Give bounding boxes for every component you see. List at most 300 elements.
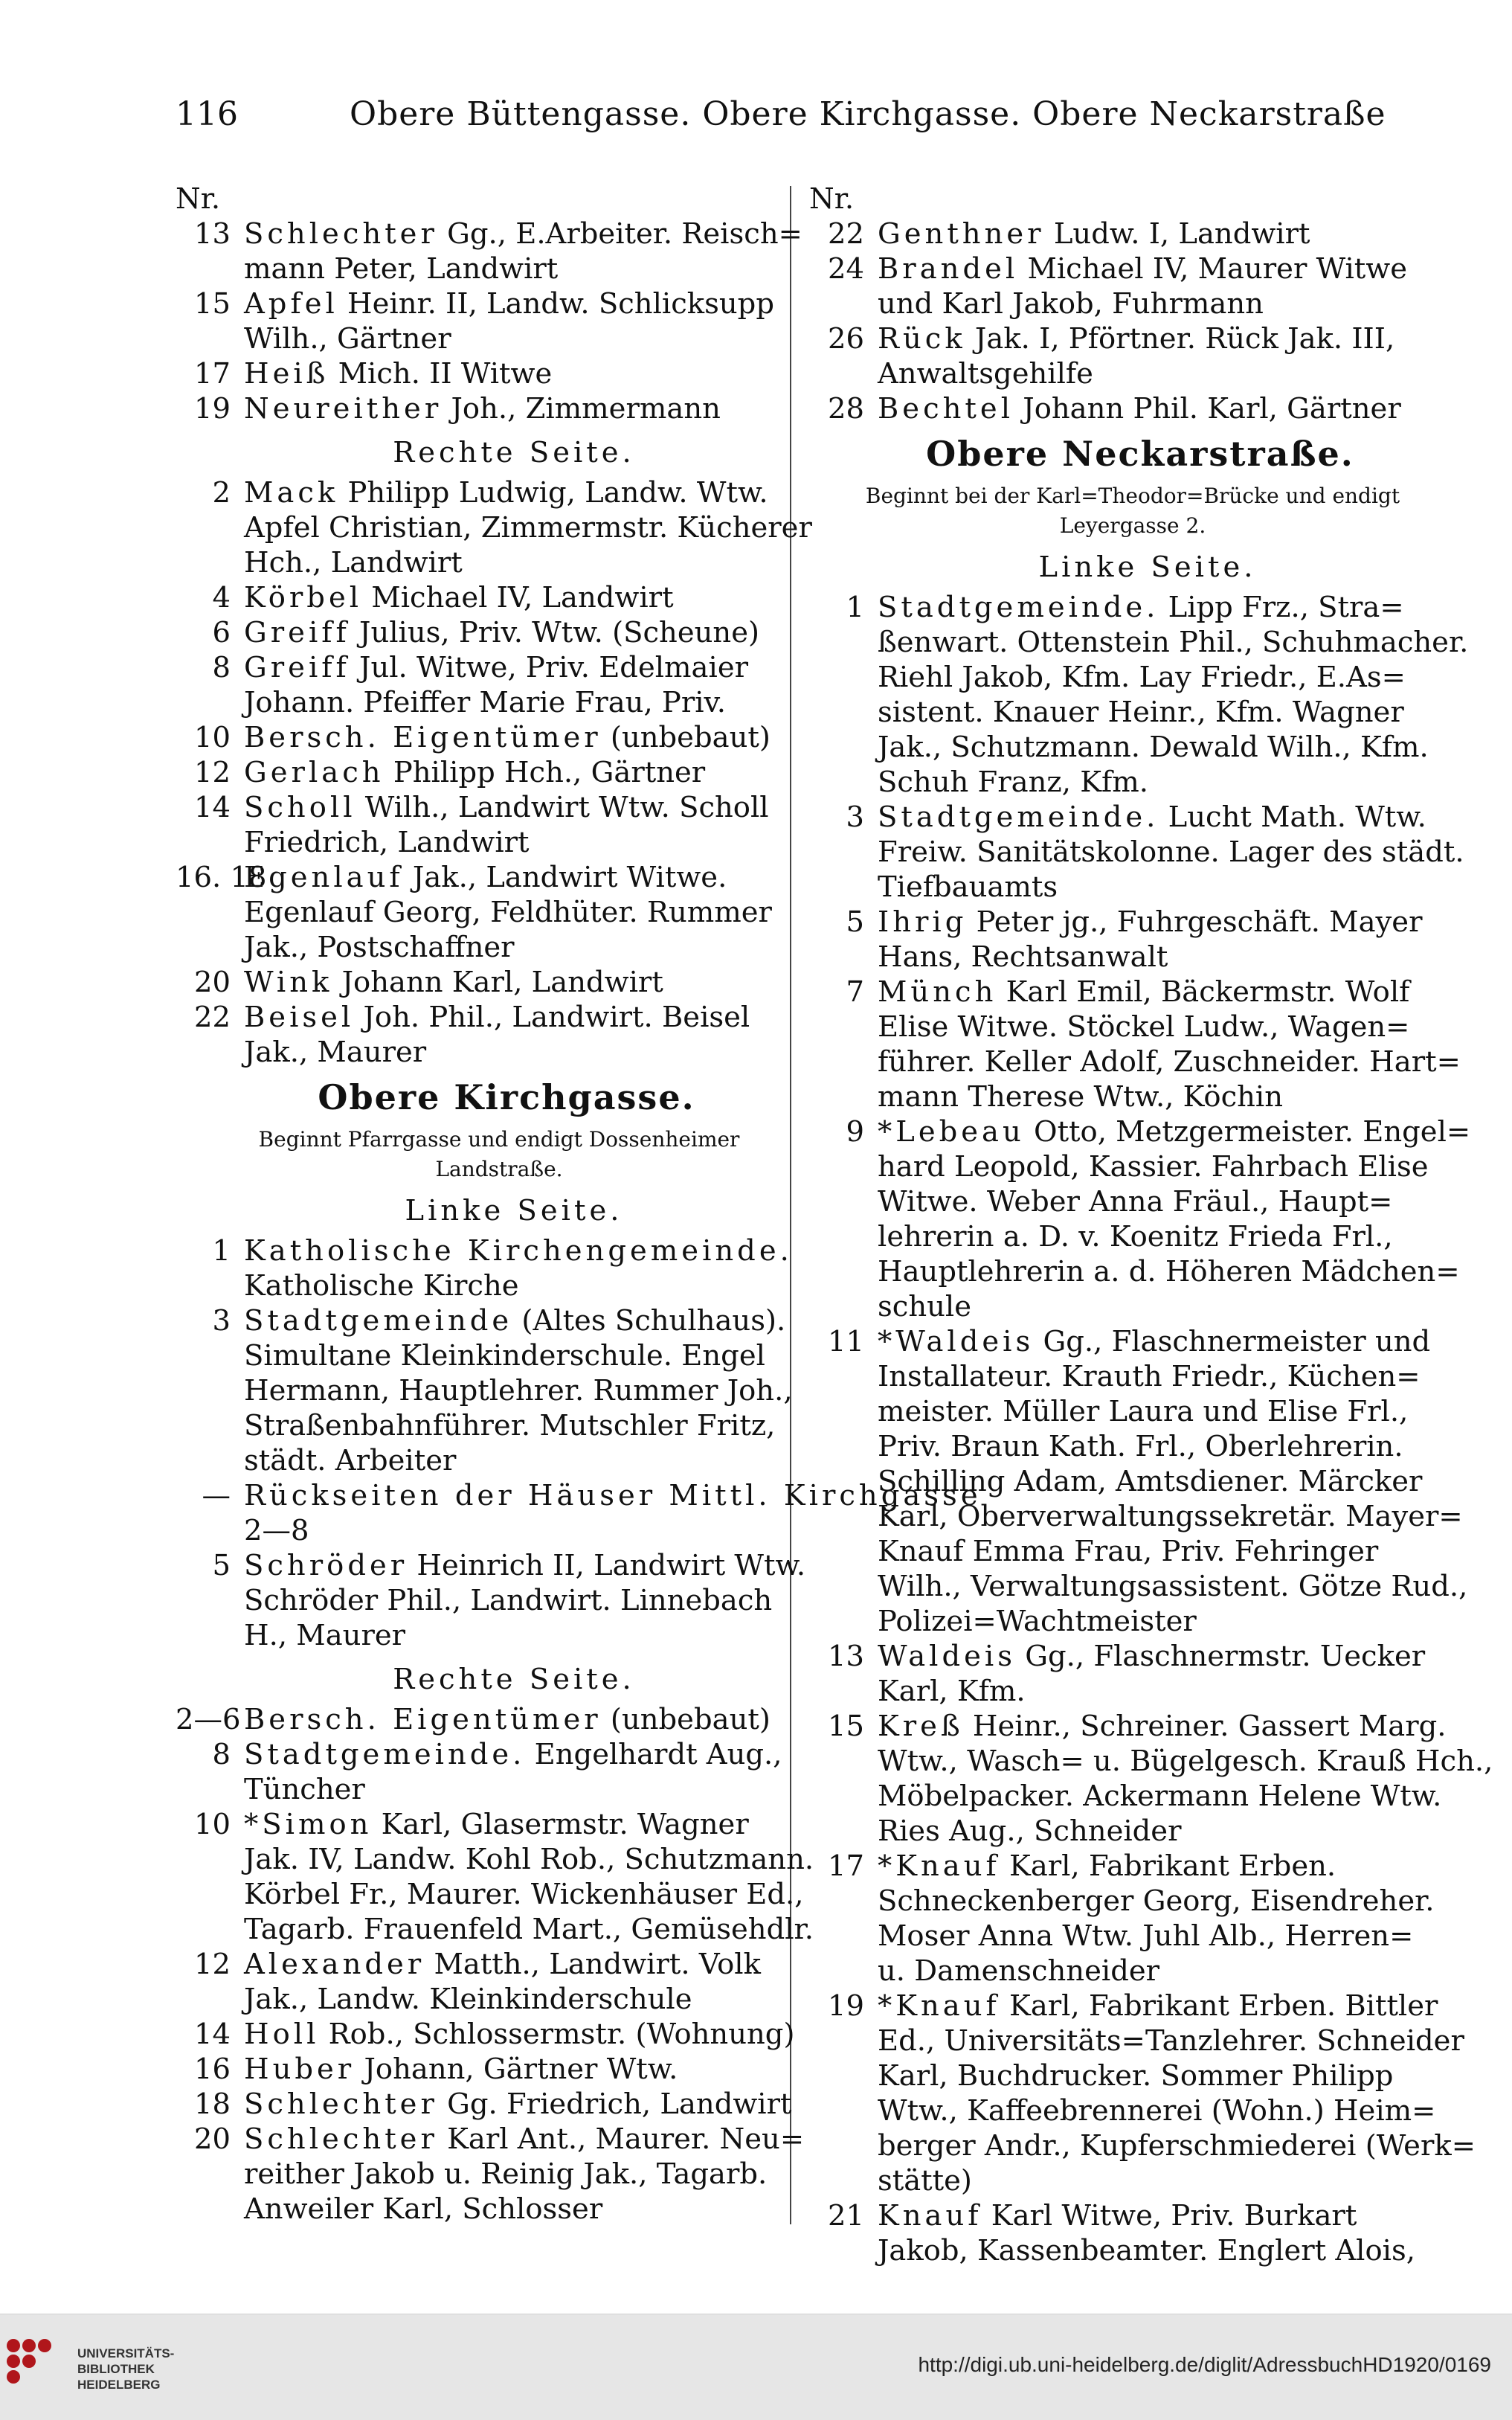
house-number: 21 bbox=[828, 2199, 864, 2233]
entry-detail: Johann Karl, Landwirt bbox=[332, 966, 663, 999]
library-name bbox=[77, 2346, 174, 2392]
entry-detail: Jak., Landw. Kleinkinderschule bbox=[244, 1983, 692, 2016]
entry-line bbox=[878, 1919, 1441, 1954]
entry-detail: Möbelpacker. Ackermann Helene Wtw. bbox=[878, 1779, 1442, 1813]
entry-line bbox=[878, 1359, 1441, 1394]
entry-detail: Tüncher bbox=[244, 1773, 365, 1806]
entry-detail: Wilh., Verwaltungsassistent. Götze Rud., bbox=[878, 1570, 1468, 1603]
entry-text bbox=[244, 391, 808, 426]
house-number: 6 bbox=[212, 616, 231, 649]
resident-surname: Gerlach bbox=[244, 756, 385, 789]
address-entry bbox=[176, 356, 808, 391]
address-entry bbox=[176, 650, 808, 720]
entry-detail: Jakob, Kassenbeamter. Englert Alois, bbox=[878, 2234, 1415, 2267]
resident-surname: Mack bbox=[244, 476, 339, 510]
entry-line bbox=[244, 2122, 808, 2157]
street-description: Beginnt Pfarrgasse und endigt Dossenheimer bbox=[258, 1127, 740, 1152]
entry-text bbox=[244, 1807, 814, 1947]
entry-line bbox=[244, 1702, 808, 1737]
entry-line bbox=[244, 1737, 808, 1772]
address-entry bbox=[809, 251, 1441, 321]
entry-text bbox=[244, 286, 808, 356]
entry-line bbox=[244, 755, 808, 790]
entry-line bbox=[244, 685, 808, 720]
entry-detail: meister. Müller Laura und Elise Frl., bbox=[878, 1395, 1409, 1428]
entry-line bbox=[878, 216, 1441, 251]
address-entry bbox=[176, 1702, 808, 1737]
nr-label: Nr. bbox=[176, 182, 221, 216]
entry-detail: Moser Anna Wtw. Juhl Alb., Herren= bbox=[878, 1919, 1414, 1953]
address-entry bbox=[176, 790, 808, 860]
entry-line bbox=[878, 940, 1441, 975]
entry-line bbox=[878, 730, 1441, 765]
entry-line bbox=[244, 650, 808, 685]
side-heading: Linke Seite. bbox=[1038, 551, 1257, 584]
entry-line bbox=[244, 2157, 808, 2192]
entry-detail: reither Jakob u. Reinig Jak., Tagarb. bbox=[244, 2157, 768, 2191]
house-number: 22 bbox=[194, 1001, 231, 1034]
entry-detail: berger Andr., Kupferschmiederei (Werk= bbox=[878, 2129, 1476, 2163]
entry-detail: Jak. I, Pförtner. Rück Jak. III, bbox=[965, 322, 1395, 356]
entry-detail: Witwe. Weber Anna Fräul., Haupt= bbox=[878, 1185, 1393, 1219]
resident-surname: Stadtgemeinde. bbox=[878, 591, 1159, 624]
right-column bbox=[809, 182, 1493, 2268]
address-entry bbox=[176, 1737, 808, 1807]
house-number: 12 bbox=[194, 756, 231, 789]
entry-line bbox=[244, 1478, 982, 1513]
entry-text bbox=[244, 1478, 982, 1548]
entry-detail: Karl, Kfm. bbox=[878, 1675, 1026, 1708]
entry-text bbox=[244, 965, 808, 1000]
resident-surname: Heiß bbox=[244, 357, 329, 391]
entry-line bbox=[244, 1548, 808, 1583]
entry-detail: Schneckenberger Georg, Eisendreher. bbox=[878, 1884, 1435, 1918]
entry-detail: Freiw. Sanitätskolonne. Lager des städt. bbox=[878, 835, 1464, 869]
address-entry bbox=[176, 286, 808, 356]
resident-surname: Schlechter bbox=[244, 2122, 438, 2156]
entry-detail: Johann, Gärtner Wtw. bbox=[355, 2052, 678, 2086]
entry-line bbox=[878, 765, 1441, 800]
entry-detail: Matth., Landwirt. Volk bbox=[425, 1948, 761, 1981]
entry-detail: Installateur. Krauth Friedr., Küchen= bbox=[878, 1360, 1421, 1393]
source-url-link[interactable]: http://digi.ub.uni-heidelberg.de/diglit/AdressbuchHD1920/0169 bbox=[918, 2353, 1491, 2376]
address-entry bbox=[176, 615, 808, 650]
entry-text bbox=[878, 905, 1441, 975]
entry-line bbox=[878, 391, 1441, 426]
entry-detail: H., Maurer bbox=[244, 1619, 406, 1652]
entry-line bbox=[244, 1268, 808, 1303]
entry-line bbox=[244, 1877, 808, 1912]
entry-line bbox=[244, 1842, 814, 1877]
entry-list bbox=[176, 475, 812, 1070]
entry-text bbox=[878, 1709, 1493, 1849]
address-entry bbox=[176, 475, 812, 580]
address-entry bbox=[176, 1947, 808, 2017]
entry-text bbox=[878, 800, 1464, 905]
entry-detail: Johann Phil. Karl, Gärtner bbox=[1014, 392, 1401, 426]
entry-line bbox=[878, 1184, 1441, 1219]
entry-detail: sistent. Knauer Heinr., Kfm. Wagner bbox=[878, 696, 1404, 729]
entry-detail: schule bbox=[878, 1290, 972, 1323]
resident-surname: Apfel bbox=[244, 287, 338, 321]
resident-surname: Greiff bbox=[244, 616, 350, 649]
house-number: 14 bbox=[194, 2018, 231, 2051]
entry-line bbox=[878, 870, 1441, 905]
entry-text bbox=[244, 1702, 808, 1737]
house-number: 5 bbox=[212, 1549, 231, 1582]
entry-text bbox=[878, 590, 1469, 800]
address-entry bbox=[809, 391, 1441, 426]
entry-detail: mann Peter, Landwirt bbox=[244, 252, 559, 286]
entry-line bbox=[878, 835, 1464, 870]
entry-detail: Karl, Fabrikant Erben. Bittler bbox=[1000, 1989, 1438, 2023]
entry-detail: Egenlauf Georg, Feldhüter. Rummer bbox=[244, 896, 772, 929]
entry-detail: Jul. Witwe, Priv. Edelmaier bbox=[350, 651, 749, 684]
resident-surname: Egenlauf bbox=[244, 861, 404, 894]
entry-line bbox=[244, 391, 808, 426]
entry-detail: Jak. IV, Landw. Kohl Rob., Schutzmann. bbox=[244, 1843, 814, 1876]
house-number: 5 bbox=[846, 905, 864, 939]
entry-detail: Jak., Landwirt Witwe. bbox=[403, 861, 727, 894]
house-number: 9 bbox=[846, 1115, 864, 1149]
entry-text bbox=[244, 2087, 808, 2122]
entry-detail: Straßenbahnführer. Mutschler Fritz, bbox=[244, 1409, 776, 1442]
entry-text bbox=[878, 975, 1461, 1114]
entry-detail: Tiefbauamts bbox=[878, 870, 1058, 904]
address-entry bbox=[176, 1548, 808, 1653]
entry-line bbox=[244, 475, 808, 510]
entry-detail: Apfel Christian, Zimmermstr. Kücherer bbox=[244, 511, 812, 545]
address-entry bbox=[809, 1324, 1468, 1639]
entry-detail: Knauf Emma Frau, Priv. Fehringer bbox=[878, 1535, 1379, 1568]
resident-surname: Neureither bbox=[244, 392, 443, 426]
entry-line bbox=[244, 930, 808, 965]
resident-surname: Ihrig bbox=[878, 905, 968, 939]
address-entry bbox=[176, 2017, 808, 2052]
resident-surname: Kreß bbox=[878, 1710, 964, 1743]
address-entry bbox=[176, 216, 808, 286]
entry-line bbox=[878, 1289, 1441, 1324]
resident-surname: Wink bbox=[244, 966, 333, 999]
house-number: 18 bbox=[194, 2087, 231, 2121]
entry-line bbox=[244, 825, 808, 860]
entry-line bbox=[878, 1149, 1441, 1184]
entry-detail: Michael IV, Landwirt bbox=[362, 581, 674, 614]
street-description: Landstraße. bbox=[435, 1157, 563, 1181]
entry-detail: Peter jg., Fuhrgeschäft. Mayer bbox=[967, 905, 1423, 939]
entry-detail: (Altes Schulhaus). bbox=[512, 1304, 786, 1338]
house-number: 14 bbox=[194, 791, 231, 824]
entry-detail: Tagarb. Frauenfeld Mart., Gemüsehdlr. bbox=[244, 1913, 814, 1946]
entry-text bbox=[244, 860, 808, 965]
address-entry bbox=[176, 391, 808, 426]
library-name-line: BIBLIOTHEK bbox=[77, 2362, 155, 2376]
entry-line bbox=[878, 1534, 1441, 1569]
entry-line bbox=[878, 590, 1441, 625]
resident-surname: Knauf bbox=[878, 2199, 982, 2233]
resident-surname: Huber bbox=[244, 2052, 356, 2086]
entry-detail: Wtw., Kaffeebrennerei (Wohn.) Heim= bbox=[878, 2094, 1436, 2128]
entry-detail: Schilling Adam, Amtsdiener. Märcker bbox=[878, 1465, 1423, 1498]
entry-line bbox=[878, 1604, 1441, 1639]
address-entry bbox=[809, 1114, 1471, 1324]
entry-line bbox=[878, 695, 1441, 730]
resident-surname: *Knauf bbox=[878, 1849, 1000, 1883]
entry-line bbox=[878, 1429, 1441, 1464]
resident-surname: Münch bbox=[878, 975, 997, 1009]
entry-text bbox=[244, 2052, 808, 2087]
address-entry bbox=[176, 580, 808, 615]
address-entry bbox=[176, 1807, 814, 1947]
entry-line bbox=[244, 790, 808, 825]
entry-text bbox=[878, 1324, 1468, 1639]
entry-detail: Anweiler Karl, Schlosser bbox=[244, 2192, 603, 2226]
entry-text bbox=[244, 1303, 808, 1478]
entry-text bbox=[244, 615, 808, 650]
entry-detail: Wilh., Gärtner bbox=[244, 322, 451, 356]
resident-surname: Brandel bbox=[878, 252, 1019, 286]
resident-surname: Waldeis bbox=[878, 1640, 1016, 1673]
resident-surname: *Simon bbox=[244, 1808, 373, 1841]
entry-text bbox=[244, 720, 808, 755]
address-entry bbox=[176, 1000, 808, 1070]
house-number: 8 bbox=[212, 1738, 231, 1771]
resident-surname: Bersch. Eigentümer bbox=[244, 721, 602, 754]
entry-line bbox=[244, 860, 808, 895]
entry-line bbox=[244, 321, 808, 356]
house-number: 1 bbox=[212, 1234, 231, 1268]
entry-line bbox=[244, 545, 808, 580]
street-title: Obere Neckarstraße. bbox=[926, 434, 1354, 474]
entry-detail: Heinr. II, Landw. Schlicksupp bbox=[338, 287, 774, 321]
house-number: 12 bbox=[194, 1948, 231, 1981]
entry-line bbox=[244, 1338, 808, 1373]
entry-detail: Karl Witwe, Priv. Burkart bbox=[982, 2199, 1357, 2233]
house-number: 16 bbox=[194, 2052, 231, 2086]
house-number: 10 bbox=[194, 1808, 231, 1841]
entry-detail: Priv. Braun Kath. Frl., Oberlehrerin. bbox=[878, 1430, 1403, 1463]
library-name-line: HEIDELBERG bbox=[77, 2378, 161, 2392]
entry-detail: Polizei=Wachtmeister bbox=[878, 1605, 1197, 1638]
entry-line bbox=[244, 580, 808, 615]
entry-detail: hard Leopold, Kassier. Fahrbach Elise bbox=[878, 1150, 1429, 1184]
entry-line bbox=[878, 1044, 1461, 1079]
entry-text bbox=[244, 1233, 808, 1303]
entry-text bbox=[244, 790, 808, 860]
entry-detail: Hans, Rechtsanwalt bbox=[878, 940, 1168, 974]
entry-detail: Philipp Hch., Gärtner bbox=[384, 756, 706, 789]
address-entry bbox=[176, 1233, 808, 1303]
entry-line bbox=[878, 251, 1441, 286]
entry-line bbox=[878, 1989, 1441, 2023]
entry-line bbox=[878, 975, 1441, 1010]
address-entry bbox=[809, 975, 1461, 1114]
entry-detail: Wilh., Landwirt Wtw. Scholl bbox=[356, 791, 769, 824]
entry-line bbox=[878, 1010, 1441, 1044]
entry-text bbox=[878, 1114, 1471, 1324]
house-number: 8 bbox=[212, 651, 231, 684]
address-entry bbox=[809, 321, 1441, 391]
entry-text bbox=[244, 2122, 808, 2227]
entry-line bbox=[878, 1569, 1468, 1604]
entry-detail: städt. Arbeiter bbox=[244, 1444, 457, 1477]
house-number: 15 bbox=[828, 1710, 864, 1743]
entry-line bbox=[878, 1639, 1441, 1674]
entry-text bbox=[878, 251, 1441, 321]
resident-surname: Schlechter bbox=[244, 217, 438, 251]
entry-text bbox=[244, 2017, 808, 2052]
entry-line bbox=[244, 1303, 808, 1338]
entry-line bbox=[244, 1618, 808, 1653]
street-description: Leyergasse 2. bbox=[1059, 513, 1206, 538]
entry-detail: ßenwart. Ottenstein Phil., Schuhmacher. bbox=[878, 626, 1469, 659]
entry-line bbox=[878, 2093, 1441, 2128]
entry-list bbox=[176, 216, 808, 426]
entry-line bbox=[878, 2128, 1476, 2163]
entry-detail: Hauptlehrerin a. d. Höheren Mädchen= bbox=[878, 1255, 1460, 1288]
house-number: 7 bbox=[846, 975, 864, 1009]
entry-line bbox=[878, 1744, 1493, 1779]
entry-line bbox=[878, 2058, 1441, 2093]
resident-surname: Schlechter bbox=[244, 2087, 438, 2121]
entry-text bbox=[244, 1548, 808, 1653]
address-entry bbox=[176, 2122, 808, 2227]
address-entry bbox=[176, 1478, 982, 1548]
entry-line bbox=[244, 1373, 808, 1408]
resident-surname: Rückseiten der Häuser Mittl. Kirchgasse bbox=[244, 1479, 982, 1512]
house-number: 3 bbox=[846, 800, 864, 834]
address-entry bbox=[176, 720, 808, 755]
entry-detail: Engelhardt Aug., bbox=[525, 1738, 782, 1771]
entry-line bbox=[878, 2023, 1464, 2058]
address-entry bbox=[176, 2087, 808, 2122]
entry-text bbox=[244, 580, 808, 615]
entry-line bbox=[244, 1807, 808, 1842]
house-number: 17 bbox=[194, 357, 231, 391]
entry-line bbox=[244, 1583, 808, 1618]
footer-bar bbox=[0, 2314, 1512, 2420]
entry-line bbox=[878, 800, 1441, 835]
house-number: 26 bbox=[828, 322, 864, 356]
house-number: 13 bbox=[828, 1640, 864, 1673]
entry-text bbox=[244, 1737, 808, 1807]
entry-detail: lehrerin a. D. v. Koenitz Frieda Frl., bbox=[878, 1220, 1393, 1254]
resident-surname: *Waldeis bbox=[878, 1325, 1035, 1358]
entry-detail: Schröder Phil., Landwirt. Linnebach bbox=[244, 1584, 773, 1617]
entry-detail: Joh., Zimmermann bbox=[442, 392, 721, 426]
resident-surname: Scholl bbox=[244, 791, 356, 824]
entry-line bbox=[244, 720, 808, 755]
entry-text bbox=[244, 356, 808, 391]
house-number: — bbox=[202, 1479, 231, 1512]
university-library-logo-icon bbox=[4, 2337, 71, 2395]
resident-surname: Bechtel bbox=[878, 392, 1014, 426]
entry-line bbox=[244, 510, 812, 545]
address-entry bbox=[176, 2052, 808, 2087]
entry-line bbox=[878, 1464, 1441, 1499]
entry-detail: Heinrich II, Landwirt Wtw. bbox=[408, 1549, 806, 1582]
house-number: 2 bbox=[212, 476, 231, 510]
street-description: Beginnt bei der Karl=Theodor=Brücke und endigt bbox=[865, 484, 1400, 508]
side-heading: Linke Seite. bbox=[405, 1194, 623, 1227]
address-entry bbox=[809, 905, 1441, 975]
entry-line bbox=[878, 1709, 1447, 1744]
entry-line bbox=[244, 895, 808, 930]
resident-surname: Stadtgemeinde. bbox=[244, 1738, 526, 1771]
house-number: 11 bbox=[828, 1325, 864, 1358]
house-number: 24 bbox=[828, 252, 864, 286]
address-entry bbox=[809, 216, 1441, 251]
house-number: 1 bbox=[846, 591, 864, 624]
side-heading: Rechte Seite. bbox=[393, 1663, 635, 1696]
entry-detail: Schuh Franz, Kfm. bbox=[878, 766, 1148, 799]
side-heading: Rechte Seite. bbox=[393, 436, 635, 469]
house-number: 20 bbox=[194, 966, 231, 999]
entry-detail: Mich. II Witwe bbox=[329, 357, 553, 391]
house-number: 19 bbox=[194, 392, 231, 426]
entry-line bbox=[878, 905, 1441, 940]
entry-line bbox=[878, 2163, 1441, 2198]
entry-detail: Körbel Fr., Maurer. Wickenhäuser Ed., bbox=[244, 1878, 804, 1911]
entry-detail: (unbebaut) bbox=[601, 1703, 771, 1736]
entry-text bbox=[878, 1849, 1441, 1989]
entry-line bbox=[878, 1674, 1441, 1709]
entry-line bbox=[878, 356, 1441, 391]
entry-line bbox=[244, 356, 808, 391]
entry-line bbox=[878, 321, 1441, 356]
address-entry bbox=[176, 1303, 808, 1478]
entry-detail: Gg. Friedrich, Landwirt bbox=[437, 2087, 792, 2121]
entry-line bbox=[878, 2198, 1441, 2233]
house-number: 15 bbox=[194, 287, 231, 321]
entry-detail: Jak., Schutzmann. Dewald Wilh., Kfm. bbox=[878, 731, 1429, 764]
entry-detail: Ludw. I, Landwirt bbox=[1044, 217, 1310, 251]
entry-line bbox=[244, 1982, 808, 2017]
address-entry bbox=[809, 590, 1469, 800]
entry-detail: Julius, Priv. Wtw. (Scheune) bbox=[350, 616, 760, 649]
running-title: Obere Büttengasse. Obere Kirchgasse. Obere Neckarstraße bbox=[350, 95, 1386, 133]
entry-text bbox=[878, 2198, 1441, 2268]
house-number: 22 bbox=[828, 217, 864, 251]
page-number: 116 bbox=[176, 95, 238, 133]
entry-line bbox=[244, 1408, 808, 1443]
entry-line bbox=[244, 251, 808, 286]
address-entry bbox=[809, 800, 1464, 905]
entry-text bbox=[244, 650, 808, 720]
house-number: 20 bbox=[194, 2122, 231, 2156]
entry-detail: und Karl Jakob, Fuhrmann bbox=[878, 287, 1264, 321]
entry-line bbox=[878, 1954, 1441, 1989]
entry-line bbox=[878, 2233, 1441, 2268]
entry-text bbox=[878, 321, 1441, 391]
entry-detail: Gg., Flaschnermstr. Uecker bbox=[1016, 1640, 1426, 1673]
entry-line bbox=[878, 1079, 1441, 1114]
entry-line bbox=[878, 1499, 1463, 1534]
resident-surname: *Lebeau bbox=[878, 1115, 1025, 1149]
house-number: 28 bbox=[828, 392, 864, 426]
address-entry bbox=[809, 1709, 1493, 1849]
entry-line bbox=[878, 1814, 1441, 1849]
address-entry bbox=[176, 965, 808, 1000]
address-entry bbox=[176, 860, 808, 965]
house-number: 2—6 bbox=[176, 1703, 241, 1736]
entry-text bbox=[878, 216, 1441, 251]
entry-detail: Joh. Phil., Landwirt. Beisel bbox=[354, 1001, 750, 1034]
resident-surname: *Knauf bbox=[878, 1989, 1000, 2023]
entry-detail: Gg., Flaschnermeister und bbox=[1034, 1325, 1431, 1358]
entry-text bbox=[244, 475, 812, 580]
entry-detail: Karl, Glasermstr. Wagner bbox=[372, 1808, 749, 1841]
